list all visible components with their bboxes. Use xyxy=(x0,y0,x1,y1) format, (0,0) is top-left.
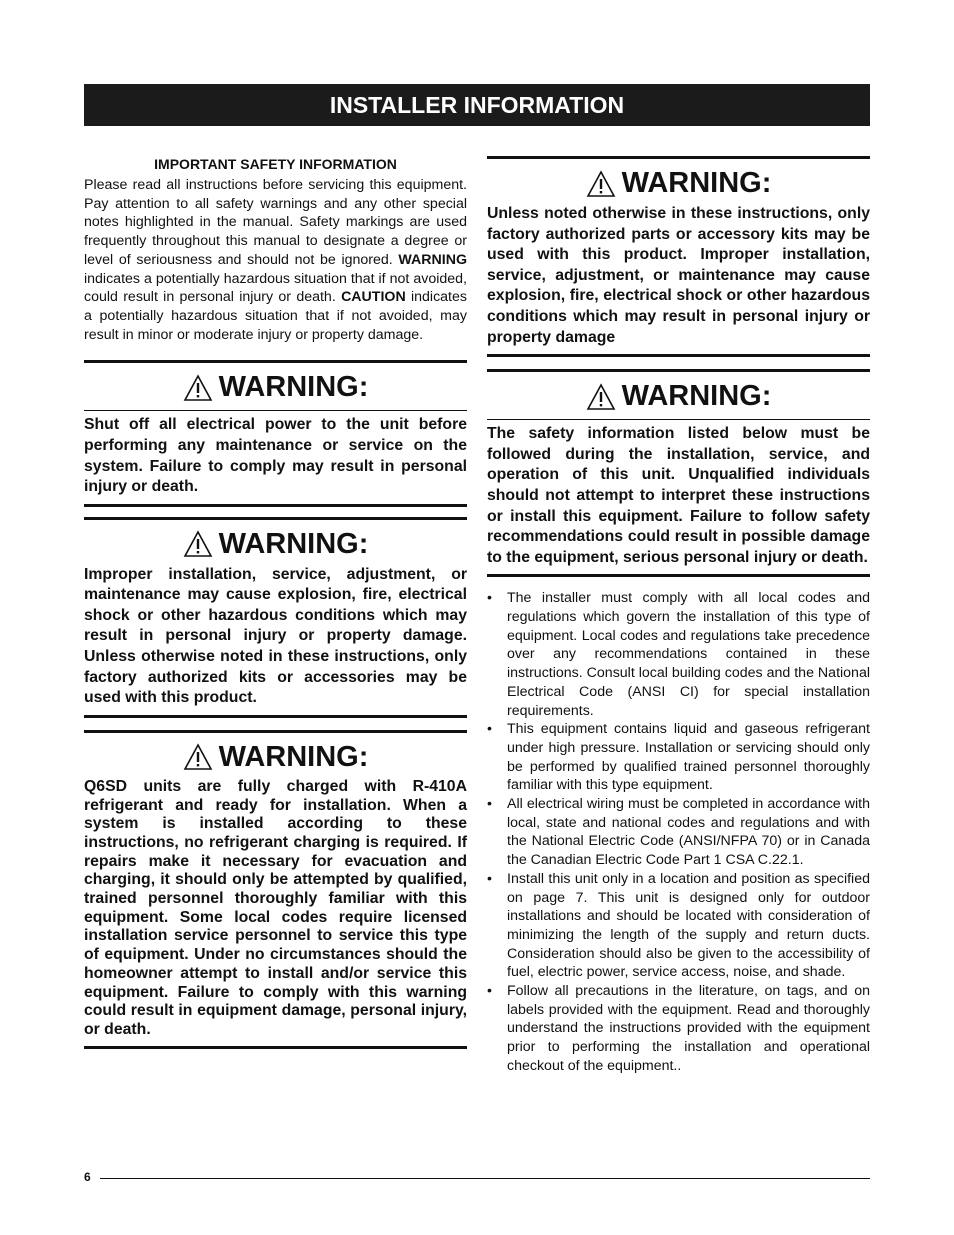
warning-box-installation xyxy=(84,517,467,718)
list-item-text: This equipment contains liquid and gaseous refrigerant under high pressure. Installation or servicing should only be performed by qualified trained personnel thoroughly familiar with this type equipment. xyxy=(507,721,870,794)
warning-title: WARNING: xyxy=(218,740,369,773)
list-item xyxy=(487,589,870,720)
warning-body: Q6SD units are fully charged with R-410A refrigerant and ready for installation. When a system is installed according to these instructions, no refrigerant charging is required. If repairs make it necessary for evacuation and charging, it should only be attempted by qualified, trained personnel thoroughly familiar with this equipment. Some local codes require licensed installation service personnel to service this type of equipment. Under no circumstances should the homeowner attempt to install and/or service this equipment. Failure to comply with this warning could result in equipment damage, personal injury, or death. xyxy=(84,777,467,1038)
safety-title: IMPORTANT SAFETY INFORMATION xyxy=(154,156,397,172)
caution-term: CAUTION xyxy=(341,289,406,306)
safety-intro xyxy=(84,176,467,344)
warning-triangle-icon xyxy=(586,170,616,198)
warning-title: WARNING: xyxy=(218,371,369,404)
list-item-text: Install this unit only in a location and position as specified on page 7. This unit is designed only for outdoor installations and should be located with consideration of minimizing the length of the supply and return ducts. Consideration should also be given to the accessibility of fuel, electric power, service access, noise, and shade. xyxy=(507,870,870,981)
warning-box-power xyxy=(84,360,467,506)
warning-box-safety-info xyxy=(487,369,870,577)
safety-intro-text: Please read all instructions before servicing this equipment. Pay attention to all safety warnings and any other special notes highlighted in the manual. Safety markings are used frequently throughout this manual to designate a degree or level of seriousness and should not be ignored. xyxy=(84,177,467,268)
list-item xyxy=(487,795,870,870)
bullet-icon: • xyxy=(487,796,492,813)
warning-body: The safety information listed below must be followed during the installation, service, and operation of this unit. Unqualified individuals should not attempt to interpret these instructions or install this equipment. Failure to follow safety recommendations could result in possible damage to the equipment, serious personal injury or death. xyxy=(487,425,870,566)
bullet-icon: • xyxy=(487,721,492,738)
warning-definition: indicates a potentially hazardous situation that if not avoided, could result in personal injury or death. xyxy=(84,270,467,306)
warning-header xyxy=(84,733,467,778)
caution-definition: indicates a potentially hazardous situation that if not avoided, may result in minor or moderate injury or property damage. xyxy=(84,289,467,343)
list-item xyxy=(487,870,870,982)
right-column xyxy=(487,156,870,1076)
left-column xyxy=(84,150,467,1049)
warning-term: WARNING xyxy=(398,251,467,268)
bullet-icon: • xyxy=(487,983,492,1000)
warning-title: WARNING: xyxy=(621,167,772,199)
safety-bullet-list xyxy=(487,589,870,1075)
warning-box-refrigerant xyxy=(84,730,467,1049)
warning-box-parts xyxy=(487,156,870,357)
warning-divider xyxy=(84,410,467,411)
warning-title: WARNING: xyxy=(218,527,369,560)
warning-divider xyxy=(487,419,870,420)
warning-triangle-icon xyxy=(183,743,213,771)
warning-body: Unless noted otherwise in these instructions, only factory authorized parts or accessory kits may be used with this product. Improper installation, service, adjustment, or maintenance may cause explosion, fire, electrical shock or other hazardous conditions which may result in personal injury or property damage xyxy=(487,205,870,346)
list-item-text: Follow all precautions in the literature, on tags, and on labels provided with the equipment. Read and thoroughly understand the instructions provided with the equipment prior to performing the installation and operational checkout of the equipment.. xyxy=(507,983,870,1074)
list-item-text: All electrical wiring must be completed in accordance with local, state and national codes and regulations and with the National Electric Code (ANSI/NFPA 70) or in Canada the Canadian Electric Code Part 1 CSA C.22.1. xyxy=(507,796,870,869)
section-banner: INSTALLER INFORMATION xyxy=(84,84,870,126)
bullet-icon: • xyxy=(487,590,492,607)
footer-divider xyxy=(100,1178,870,1179)
warning-body: Shut off all electrical power to the unit before performing any maintenance or service on the system. Failure to comply may result in personal injury or death. xyxy=(84,416,467,496)
list-item xyxy=(487,720,870,795)
warning-title: WARNING: xyxy=(621,380,772,413)
bullet-icon: • xyxy=(487,870,492,887)
warning-body: Improper installation, service, adjustment, or maintenance may cause explosion, fire, electrical shock or other hazardous conditions which may result in personal injury or property damage. Unless otherwise noted in these instructions, only factory authorized kits or accessories may be used with this product. xyxy=(84,565,467,707)
list-item xyxy=(487,982,870,1076)
warning-header xyxy=(487,159,870,204)
warning-header xyxy=(487,372,870,417)
list-item-text: The installer must comply with all local codes and regulations which govern the installation of this type of equipment. Local codes and regulations take precedence over any recommendations contained in these instructions. Consult local building codes and the National Electrical Code (ANSI CI) for special installation requirements. xyxy=(507,590,870,719)
warning-triangle-icon xyxy=(183,374,213,402)
warning-triangle-icon xyxy=(586,383,616,411)
warning-header xyxy=(84,363,467,408)
warning-triangle-icon xyxy=(183,530,213,558)
page-number: 6 xyxy=(84,1170,91,1184)
warning-header xyxy=(84,520,467,565)
